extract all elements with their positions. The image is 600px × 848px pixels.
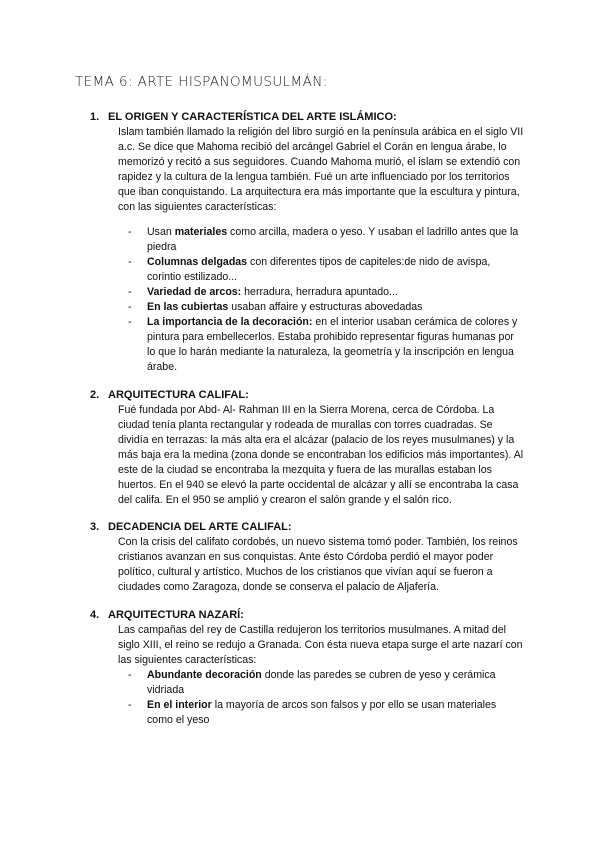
section-number: 4. <box>90 609 100 621</box>
list-item: - Variedad de arcos: herradura, herradura apuntado... <box>128 286 398 298</box>
bullet-list <box>118 225 524 375</box>
list-item: - En el interior la mayoría de arcos son falsos y por ello se usan materiales como el yeso <box>128 699 497 726</box>
section-arquitectura-nazari <box>90 608 530 728</box>
list-item: - Columnas delgadas con diferentes tipos de capiteles:de nido de avispa, corintio estilizado... <box>128 256 491 283</box>
section-origen <box>90 110 530 375</box>
section-arquitectura-califal <box>90 388 530 508</box>
section-paragraph: Las campañas del rey de Castilla redujeron los territorios musulmanes. A mitad del siglo XIII, el reino se redujo a Granada. Con ésta nueva etapa surge el arte nazarí con las siguientes características: <box>118 624 523 666</box>
section-title: EL ORIGEN Y CARACTERÍSTICA DEL ARTE ISLÁMICO: <box>108 111 397 123</box>
section-paragraph: Islam también llamado la religión del libro surgió en la península arábica en el siglo VII a.c. Se dice que Mahoma recibió del arcángel Gabriel el Corán en lengua árabe, lo memorizó y recitó a sus seguidores. Cuando Mahoma murió, el islam se extendió con rapidez y la cultura de la lengua también. Fué un arte influenciado por los territorios que iban conquistando. La arquitectura era más importante que la escultura y pintura, con las siguientes características: <box>118 126 524 213</box>
section-decadencia <box>90 520 530 595</box>
list-item: - Usan materiales como arcilla, madera o yeso. Y usaban el ladrillo antes que la piedra <box>128 226 519 253</box>
section-title: DECADENCIA DEL ARTE CALIFAL: <box>108 521 292 533</box>
section-heading <box>90 110 530 125</box>
section-heading <box>90 608 530 623</box>
section-number: 3. <box>90 521 100 533</box>
document-title: TEMA 6: ARTE HISPANOMUSULMÁN: <box>75 74 328 90</box>
section-heading <box>90 520 530 535</box>
section-number: 1. <box>90 111 100 123</box>
bullet-list <box>118 668 524 728</box>
section-title: ARQUITECTURA NAZARÍ: <box>108 609 244 621</box>
list-item: - Abundante decoración donde las paredes se cubren de yeso y cerámica vidriada <box>128 669 496 696</box>
section-paragraph: Fué fundada por Abd- Al- Rahman III en la Sierra Morena, cerca de Córdoba. La ciudad tenía planta rectangular y rodeada de murallas con torres cuadradas. Se dividía en terrazas: la más alta era el alcázar (palacio de los reyes musulmanes) y la más baja era la medina (zona donde se encontraban los edificios más importantes). Al este de la ciudad se encontraba la mezquita y fuera de las murallas estaban los huertos. En el 940 se elevó la parte occidental de alcázar y allí se encontraba la casa del califa. En el 950 se amplió y crearon el salón grande y el salón rico. <box>118 404 524 506</box>
section-heading <box>90 388 530 403</box>
list-item: - La importancia de la decoración: en el interior usaban cerámica de colores y pintura para embellecerlos. Estaba prohibido representar figuras humanas por lo que lo harán mediante la naturaleza, la geometría y la inscripción en lengua árabe. <box>128 316 518 373</box>
section-number: 2. <box>90 389 100 401</box>
section-paragraph: Con la crisis del califato cordobés, un nuevo sistema tomó poder. También, los reinos cristianos avanzan en sus conquistas. Ante ésto Córdoba perdió el mayor poder político, cultural y artístico. Muchos de los cristianos que vivían aquí se fueron a ciudades como Zaragoza, donde se conserva el palacio de Aljafería. <box>118 536 518 593</box>
list-item: - En las cubiertas usaban affaire y estructuras abovedadas <box>128 301 423 313</box>
section-title: ARQUITECTURA CALIFAL: <box>108 389 249 401</box>
